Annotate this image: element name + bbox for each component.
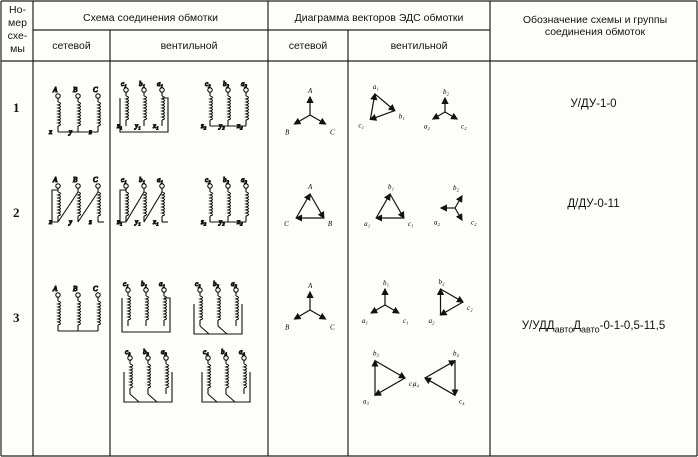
terminal-label: y₁ bbox=[135, 122, 141, 130]
vector-label: c₄ bbox=[459, 397, 465, 406]
header-network: сетевой bbox=[52, 40, 91, 52]
terminal-label: a₂ bbox=[241, 176, 247, 184]
terminal-label: b₁ bbox=[139, 176, 145, 184]
terminal-label: B bbox=[73, 86, 78, 94]
terminal-label: a₄ bbox=[239, 348, 245, 356]
terminal-label: z₁ bbox=[117, 218, 123, 226]
vector-label: B bbox=[285, 323, 290, 332]
vector-label: c₁ bbox=[403, 317, 409, 325]
terminal-label: A bbox=[53, 86, 58, 94]
vector-label: c₁ bbox=[407, 220, 414, 228]
header-vector-network: сетевой bbox=[288, 40, 328, 52]
terminal-label: y bbox=[69, 128, 73, 136]
terminal-label: a₁ bbox=[157, 176, 163, 184]
designation-row-3: $У/УДД_{авто}Д_{авто}-0-1-0,5-11,5$ bbox=[521, 320, 666, 335]
valve-vector-delta-row-1 bbox=[358, 83, 404, 130]
terminal-label: c₂ bbox=[195, 280, 201, 288]
vector-label: b₁ bbox=[383, 279, 389, 287]
terminal-label: z bbox=[89, 128, 92, 136]
terminal-label: C bbox=[93, 285, 98, 293]
network-vector-delta-row-2 bbox=[284, 183, 333, 228]
terminal-label: B bbox=[73, 176, 78, 184]
valve-vector-delta-a-row-3 bbox=[429, 278, 474, 325]
designation-row-2: Д/ДУ-0-11 bbox=[567, 198, 620, 210]
terminal-label: z₂ bbox=[201, 218, 207, 226]
terminal-label: B bbox=[73, 285, 78, 293]
terminal-label: a₃ bbox=[161, 348, 167, 356]
vector-label: B bbox=[285, 128, 290, 137]
valve-winding-3-row-3 bbox=[124, 348, 172, 402]
terminal-label: c₂ bbox=[205, 80, 211, 88]
header-designation: Обозначение схемы и группы соединения обмоток bbox=[522, 14, 668, 38]
vector-label: C bbox=[330, 323, 335, 332]
terminal-label: x₁ bbox=[153, 218, 159, 226]
terminal-label: b₃ bbox=[143, 348, 149, 356]
valve-winding-1-row-2 bbox=[116, 176, 168, 226]
terminal-label: C bbox=[93, 176, 98, 184]
vector-label: A bbox=[308, 183, 313, 191]
terminal-label: b₁ bbox=[141, 280, 147, 288]
row-number-3: 3 bbox=[13, 310, 20, 325]
header-number: Но- мер схе- мы bbox=[7, 4, 28, 55]
terminal-label: c₁ bbox=[121, 80, 127, 88]
valve-vector-delta-row-2 bbox=[364, 183, 413, 228]
vector-label: b₂ bbox=[443, 88, 449, 96]
vector-label: B bbox=[327, 220, 333, 228]
network-vector-star-row-3 bbox=[285, 282, 335, 332]
terminal-label: c₄ bbox=[203, 348, 209, 356]
network-vector-star-row-1 bbox=[285, 87, 335, 137]
vector-label: a₁ bbox=[364, 220, 371, 228]
valve-winding-1-row-3 bbox=[122, 280, 170, 332]
terminal-label: c₁ bbox=[121, 176, 127, 184]
header-valve: вентильной bbox=[160, 40, 218, 52]
designation-row-1: У/ДУ-1-0 bbox=[570, 98, 617, 110]
network-winding-row-1 bbox=[48, 86, 101, 136]
vector-label: C bbox=[330, 128, 335, 137]
vector-label: c₁ bbox=[358, 121, 364, 130]
terminal-label: b₂ bbox=[223, 176, 229, 184]
network-winding-row-2 bbox=[48, 176, 104, 226]
terminal-label: x₂ bbox=[237, 218, 243, 226]
header-vector-diagram: Диаграмма векторов ЭДС обмотки bbox=[294, 12, 464, 24]
terminal-label: x bbox=[49, 218, 53, 226]
valve-vector-star-row-3 bbox=[362, 279, 409, 325]
vector-label: a₂ bbox=[434, 218, 440, 227]
vector-label: b₁ bbox=[388, 183, 394, 191]
valve-winding-1-row-1 bbox=[116, 80, 168, 132]
vector-label: b₂ bbox=[453, 184, 459, 192]
row-number-1: 1 bbox=[13, 100, 20, 115]
terminal-label: b₄ bbox=[221, 348, 227, 356]
vector-label: b₂ bbox=[438, 278, 445, 287]
vector-label: A bbox=[308, 282, 313, 290]
network-winding-row-3 bbox=[52, 285, 101, 331]
vector-label: b₄ bbox=[453, 349, 459, 358]
terminal-label: a₂ bbox=[231, 280, 237, 288]
vector-label: c₃ bbox=[409, 380, 415, 388]
vector-label: c₂ bbox=[461, 122, 467, 131]
valve-winding-2-row-1 bbox=[200, 80, 249, 130]
vector-label: a₁ bbox=[372, 82, 379, 91]
vector-label: A bbox=[308, 87, 313, 95]
terminal-label: a₂ bbox=[241, 80, 247, 88]
terminal-label: y₂ bbox=[219, 218, 225, 226]
valve-vector-delta-c-row-3 bbox=[413, 350, 465, 406]
terminal-label: c₂ bbox=[205, 176, 211, 184]
valve-winding-2-row-3 bbox=[194, 280, 242, 334]
terminal-label: z₁ bbox=[117, 122, 123, 130]
vector-label: c₂ bbox=[467, 304, 473, 312]
terminal-label: b₁ bbox=[139, 80, 145, 88]
row-number-2: 2 bbox=[13, 205, 20, 220]
terminal-label: b₂ bbox=[223, 80, 229, 88]
terminal-label: C bbox=[93, 86, 98, 94]
terminal-label: z bbox=[89, 218, 92, 226]
terminal-label: x bbox=[49, 128, 53, 136]
header-vector-valve: вентильной bbox=[390, 40, 448, 52]
terminal-label: a₁ bbox=[159, 280, 165, 288]
terminal-label: y bbox=[69, 218, 73, 226]
terminal-label: z₂ bbox=[201, 122, 207, 130]
vector-label: a₂ bbox=[428, 316, 435, 325]
valve-vector-star-row-1 bbox=[424, 88, 467, 131]
vector-label: a₁ bbox=[362, 317, 368, 325]
header-connection-scheme: Схема соединения обмотки bbox=[83, 12, 218, 24]
terminal-label: b₂ bbox=[213, 280, 219, 288]
vector-label: a₄ bbox=[413, 380, 419, 388]
valve-vector-delta-b-row-3 bbox=[363, 350, 415, 406]
terminal-label: a₁ bbox=[157, 80, 163, 88]
terminal-label: A bbox=[53, 176, 58, 184]
vector-label: C bbox=[284, 220, 289, 228]
terminal-label: c₁ bbox=[123, 280, 129, 288]
vector-label: c₂ bbox=[471, 218, 477, 227]
valve-winding-4-row-3 bbox=[202, 348, 250, 402]
terminal-label: x₁ bbox=[153, 122, 159, 130]
vector-label: b₃ bbox=[373, 349, 379, 358]
vector-label: a₂ bbox=[424, 122, 430, 131]
terminal-label: y₂ bbox=[219, 122, 225, 130]
terminal-label: x₂ bbox=[237, 122, 243, 130]
vector-label: b₁ bbox=[398, 112, 405, 121]
valve-winding-2-row-2 bbox=[200, 176, 249, 226]
terminal-label: y₁ bbox=[135, 218, 141, 226]
terminal-label: c₃ bbox=[125, 348, 131, 356]
vector-label: a₃ bbox=[363, 397, 369, 406]
terminal-label: A bbox=[53, 285, 58, 293]
valve-vector-star-row-2 bbox=[434, 184, 477, 227]
